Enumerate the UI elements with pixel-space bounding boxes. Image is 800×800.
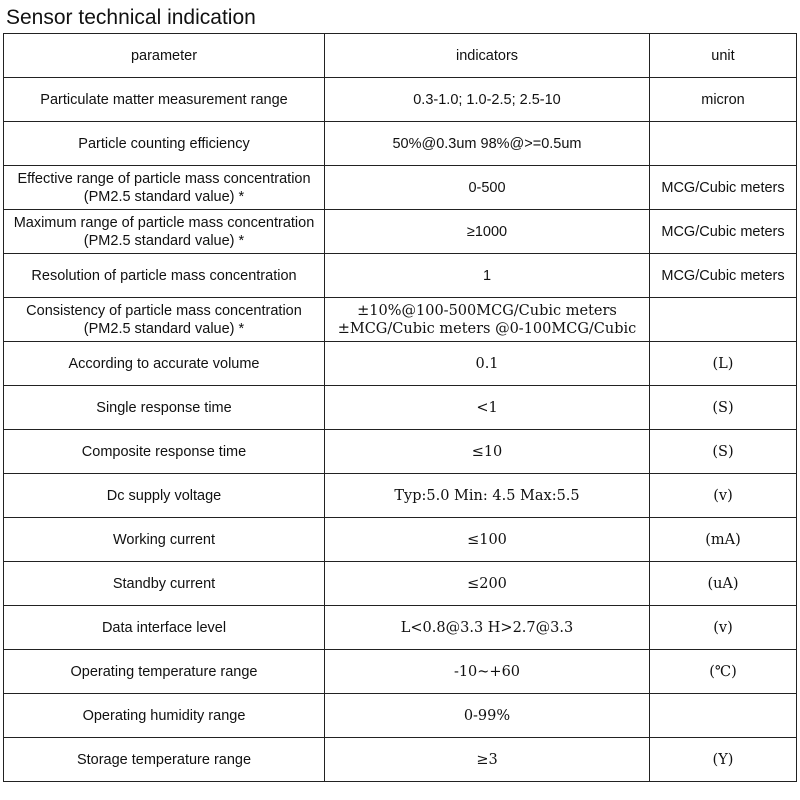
parameter-text: Consistency of particle mass concentration xyxy=(26,302,302,319)
unit-cell xyxy=(650,606,797,650)
parameter-text: Working current xyxy=(112,531,216,548)
parameter-text: Single response time xyxy=(96,399,232,416)
indicator-text: 0.1 xyxy=(475,355,499,372)
table-row xyxy=(4,562,797,606)
unit-text: MCG/Cubic meters xyxy=(661,223,785,240)
indicator-text: -10~+60 xyxy=(453,663,521,680)
parameter-text: Data interface level xyxy=(101,619,227,636)
indicator-cell xyxy=(325,738,650,782)
table-row xyxy=(4,430,797,474)
parameter-cell xyxy=(4,738,325,782)
unit-text: (L) xyxy=(712,355,734,372)
table-row xyxy=(4,474,797,518)
unit-text: MCG/Cubic meters xyxy=(661,267,785,284)
unit-text: (uA) xyxy=(707,575,739,592)
parameter-text: Storage temperature range xyxy=(76,751,252,768)
table-row xyxy=(4,650,797,694)
unit-cell xyxy=(650,738,797,782)
parameter-cell xyxy=(4,606,325,650)
table-row xyxy=(4,386,797,430)
indicator-cell xyxy=(325,122,650,166)
unit-text: (Y) xyxy=(712,751,734,768)
parameter-text: According to accurate volume xyxy=(68,355,260,372)
table-row xyxy=(4,342,797,386)
indicator-cell xyxy=(325,342,650,386)
parameter-cell xyxy=(4,210,325,254)
table-row xyxy=(4,606,797,650)
unit-cell xyxy=(650,342,797,386)
indicator-text: ≤100 xyxy=(467,531,507,548)
indicator-text: 1 xyxy=(482,267,492,284)
indicator-text: 0.3-1.0; 1.0-2.5; 2.5-10 xyxy=(413,91,561,108)
parameter-cell xyxy=(4,386,325,430)
indicator-text: 50%@0.3um 98%@>=0.5um xyxy=(392,135,582,152)
header-indicators: indicators xyxy=(325,34,650,78)
parameter-cell xyxy=(4,430,325,474)
parameter-text: (PM2.5 standard value) * xyxy=(83,188,245,205)
parameter-text: Dc supply voltage xyxy=(106,487,222,504)
parameter-cell xyxy=(4,562,325,606)
unit-cell xyxy=(650,430,797,474)
indicator-text: ≤10 xyxy=(471,443,503,460)
indicator-cell xyxy=(325,78,650,122)
parameter-cell xyxy=(4,298,325,342)
parameter-cell xyxy=(4,694,325,738)
parameter-text: Resolution of particle mass concentration xyxy=(31,267,297,284)
unit-text: micron xyxy=(701,91,745,108)
parameter-cell xyxy=(4,254,325,298)
indicator-text: ≤200 xyxy=(467,575,507,592)
indicator-cell xyxy=(325,210,650,254)
indicator-cell xyxy=(325,694,650,738)
unit-cell xyxy=(650,562,797,606)
parameter-cell xyxy=(4,342,325,386)
unit-cell xyxy=(650,518,797,562)
parameter-text: (PM2.5 standard value) * xyxy=(83,320,245,337)
unit-text: MCG/Cubic meters xyxy=(661,179,785,196)
parameter-text: Composite response time xyxy=(81,443,247,460)
indicator-text: ±10%@100-500MCG/Cubic meters xyxy=(357,302,617,319)
header-unit: unit xyxy=(650,34,797,78)
parameter-cell xyxy=(4,518,325,562)
unit-text: (v) xyxy=(713,619,733,636)
table-row xyxy=(4,122,797,166)
table-row xyxy=(4,78,797,122)
indicator-text: <1 xyxy=(476,399,498,416)
indicator-cell xyxy=(325,254,650,298)
unit-cell xyxy=(650,78,797,122)
parameter-cell xyxy=(4,650,325,694)
indicator-cell xyxy=(325,518,650,562)
parameter-text: (PM2.5 standard value) * xyxy=(83,232,245,249)
unit-cell xyxy=(650,254,797,298)
indicator-cell xyxy=(325,298,650,342)
unit-text: (v) xyxy=(713,487,733,504)
indicator-cell xyxy=(325,650,650,694)
indicator-text: Typ:5.0 Min: 4.5 Max:5.5 xyxy=(394,487,580,504)
indicator-cell xyxy=(325,386,650,430)
indicator-cell xyxy=(325,166,650,210)
unit-text: (S) xyxy=(712,443,734,460)
header-parameter: parameter xyxy=(4,34,325,78)
parameter-text: Operating humidity range xyxy=(82,707,246,724)
unit-text: (℃) xyxy=(709,663,737,680)
parameter-cell xyxy=(4,78,325,122)
table-row xyxy=(4,738,797,782)
unit-cell xyxy=(650,474,797,518)
indicator-text: ≥3 xyxy=(476,751,498,768)
parameter-cell xyxy=(4,122,325,166)
table-row xyxy=(4,210,797,254)
unit-cell xyxy=(650,386,797,430)
parameter-text: Particle counting efficiency xyxy=(78,135,250,152)
table-header-row xyxy=(4,34,797,78)
spec-table xyxy=(3,33,797,782)
indicator-cell xyxy=(325,474,650,518)
parameter-text: Standby current xyxy=(112,575,216,592)
indicator-text: L<0.8@3.3 H>2.7@3.3 xyxy=(400,619,574,636)
indicator-text: 0-500 xyxy=(468,179,506,196)
indicator-cell xyxy=(325,430,650,474)
table-row xyxy=(4,518,797,562)
page-title: Sensor technical indication xyxy=(6,6,256,29)
unit-cell xyxy=(650,298,797,342)
unit-cell xyxy=(650,210,797,254)
unit-text: (S) xyxy=(712,399,734,416)
parameter-cell xyxy=(4,166,325,210)
parameter-text: Particulate matter measurement range xyxy=(40,91,288,108)
unit-text: (mA) xyxy=(705,531,741,548)
spec-table-body xyxy=(4,34,797,782)
unit-cell xyxy=(650,122,797,166)
indicator-text: 0-99% xyxy=(463,707,511,724)
table-row xyxy=(4,694,797,738)
indicator-text: ≥1000 xyxy=(466,223,508,240)
table-row xyxy=(4,254,797,298)
unit-cell xyxy=(650,166,797,210)
parameter-text: Operating temperature range xyxy=(70,663,258,680)
indicator-cell xyxy=(325,606,650,650)
unit-cell xyxy=(650,694,797,738)
indicator-text: ±MCG/Cubic meters @0-100MCG/Cubic xyxy=(337,320,637,337)
table-row xyxy=(4,298,797,342)
parameter-cell xyxy=(4,474,325,518)
unit-cell xyxy=(650,650,797,694)
indicator-cell xyxy=(325,562,650,606)
table-row xyxy=(4,166,797,210)
parameter-text: Effective range of particle mass concentration xyxy=(17,170,311,187)
parameter-text: Maximum range of particle mass concentration xyxy=(13,214,315,231)
